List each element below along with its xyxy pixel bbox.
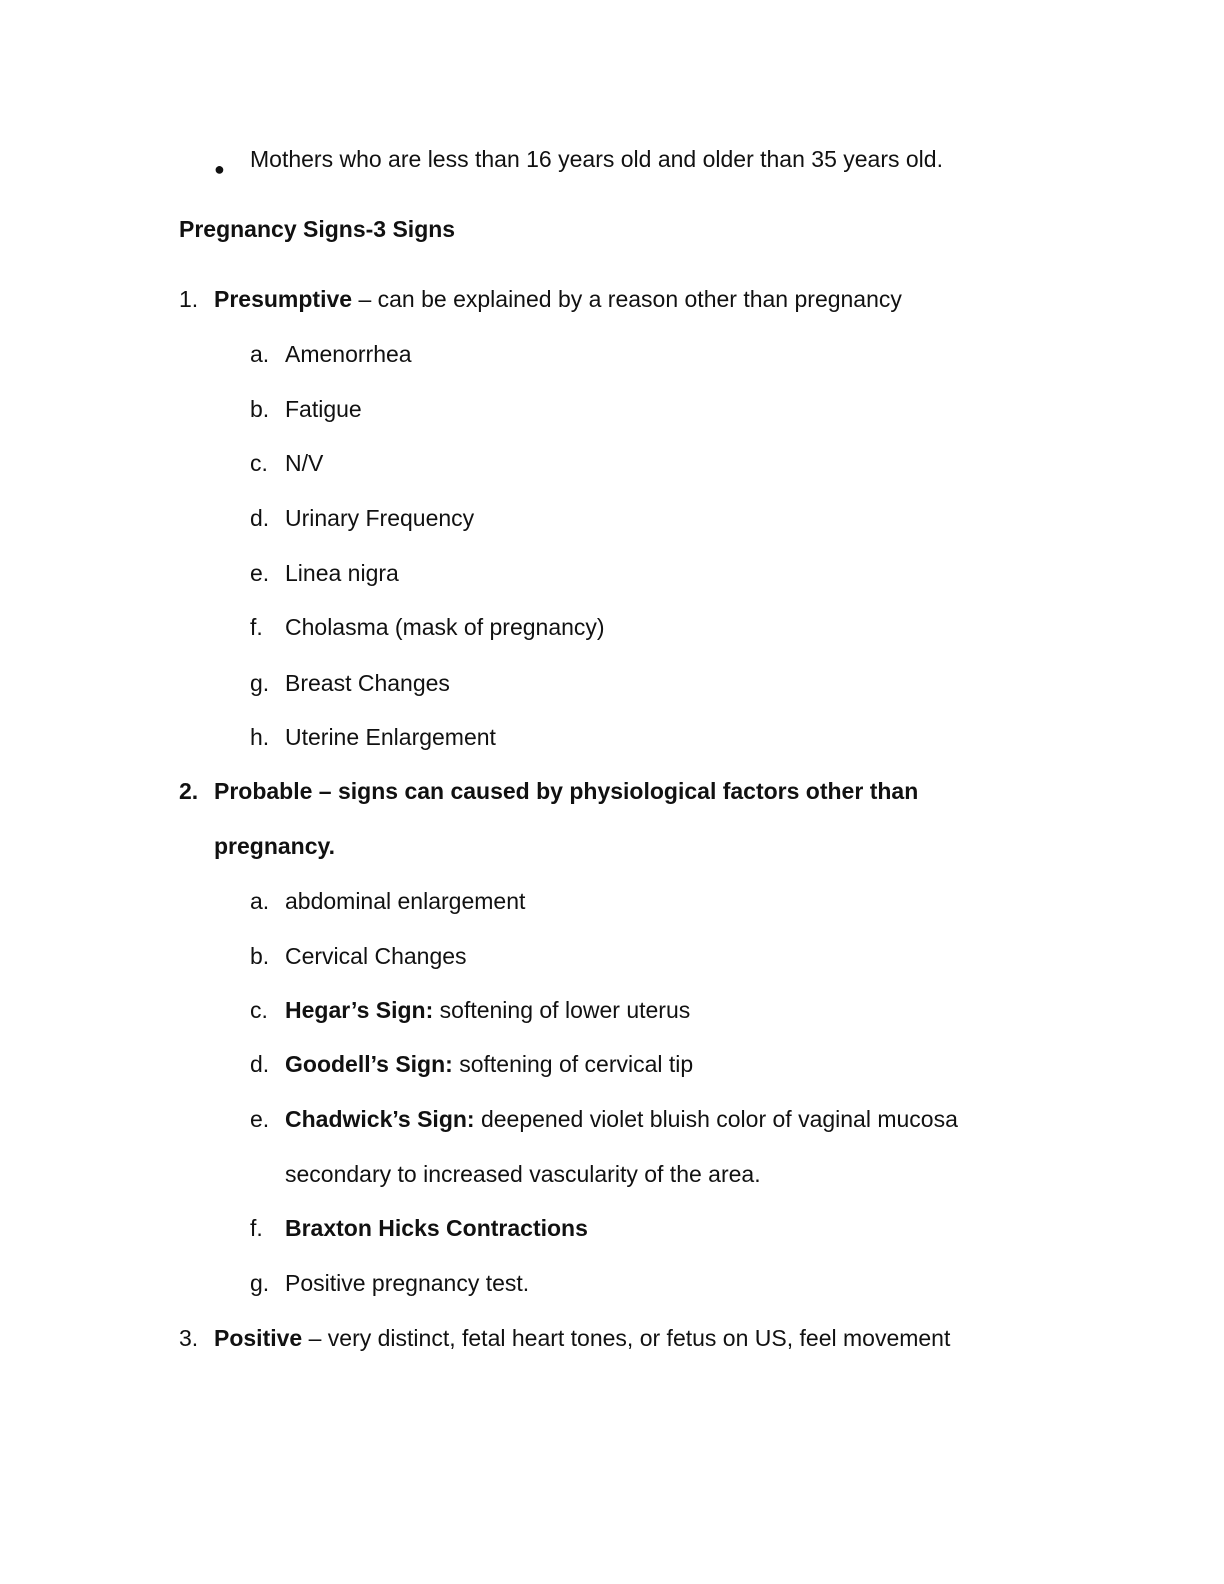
list-item-text — [285, 1105, 958, 1133]
section-3-title — [214, 1324, 950, 1352]
section-3-description: – very distinct, fetal heart tones, or fetus on US, feel movement — [302, 1325, 951, 1351]
section-2-number: 2. — [179, 778, 199, 804]
list-item-text: abdominal enlargement — [285, 888, 526, 914]
section-heading: Pregnancy Signs-3 Signs — [179, 216, 456, 242]
list-item-text: Cervical Changes — [285, 943, 467, 969]
list-item-letter: a. — [250, 341, 270, 367]
list-item-definition: softening of cervical tip — [452, 1051, 694, 1077]
list-item-text — [285, 996, 690, 1024]
list-item-letter: a. — [250, 888, 270, 914]
list-item-letter: b. — [250, 943, 270, 969]
list-item-letter: f. — [250, 1215, 263, 1241]
list-item-text: Cholasma (mask of pregnancy) — [285, 614, 605, 640]
list-item-term: Chadwick’s Sign: — [285, 1106, 475, 1132]
list-item-term: Hegar’s Sign: — [285, 997, 434, 1023]
list-item-letter: e. — [250, 560, 270, 586]
list-item-letter: c. — [250, 997, 268, 1023]
section-3-number: 3. — [179, 1325, 199, 1351]
section-2-title-line2: pregnancy. — [214, 833, 335, 859]
list-item-definition: deepened violet bluish color of vaginal mucosa — [474, 1106, 958, 1132]
list-item-letter: c. — [250, 450, 268, 476]
list-item-letter: h. — [250, 724, 270, 750]
list-item-letter: b. — [250, 396, 270, 422]
list-item-text — [285, 1050, 693, 1078]
list-item-text: N/V — [285, 450, 324, 476]
list-item-definition: softening of lower uterus — [433, 997, 691, 1023]
section-3-term: Positive — [214, 1325, 303, 1351]
list-item-letter: d. — [250, 1051, 270, 1077]
list-item-text: Amenorrhea — [285, 341, 412, 367]
section-1-title — [214, 285, 902, 313]
list-item-text: Uterine Enlargement — [285, 724, 496, 750]
list-item-term: Goodell’s Sign: — [285, 1051, 453, 1077]
list-item-letter: d. — [250, 505, 270, 531]
list-item-text: Linea nigra — [285, 560, 399, 586]
list-item-letter: g. — [250, 670, 270, 696]
list-item-letter: f. — [250, 614, 263, 640]
list-item-text: Fatigue — [285, 396, 362, 422]
list-item-text: Urinary Frequency — [285, 505, 475, 531]
bullet-icon: ● — [214, 159, 225, 179]
section-1-term: Presumptive — [214, 286, 353, 312]
section-2-title-line1: Probable – signs can caused by physiological factors other than — [214, 778, 919, 804]
list-item-text: Breast Changes — [285, 670, 450, 696]
list-item-letter: e. — [250, 1106, 270, 1132]
section-1-description: – can be explained by a reason other than pregnancy — [352, 286, 902, 312]
list-item-continuation: secondary to increased vascularity of the area. — [285, 1161, 761, 1187]
list-item-letter: g. — [250, 1270, 270, 1296]
section-1-number: 1. — [179, 286, 199, 312]
list-item-text: Positive pregnancy test. — [285, 1270, 530, 1296]
list-item-term: Braxton Hicks Contractions — [285, 1215, 588, 1241]
bullet-item-text: Mothers who are less than 16 years old and older than 35 years old. — [250, 146, 943, 172]
